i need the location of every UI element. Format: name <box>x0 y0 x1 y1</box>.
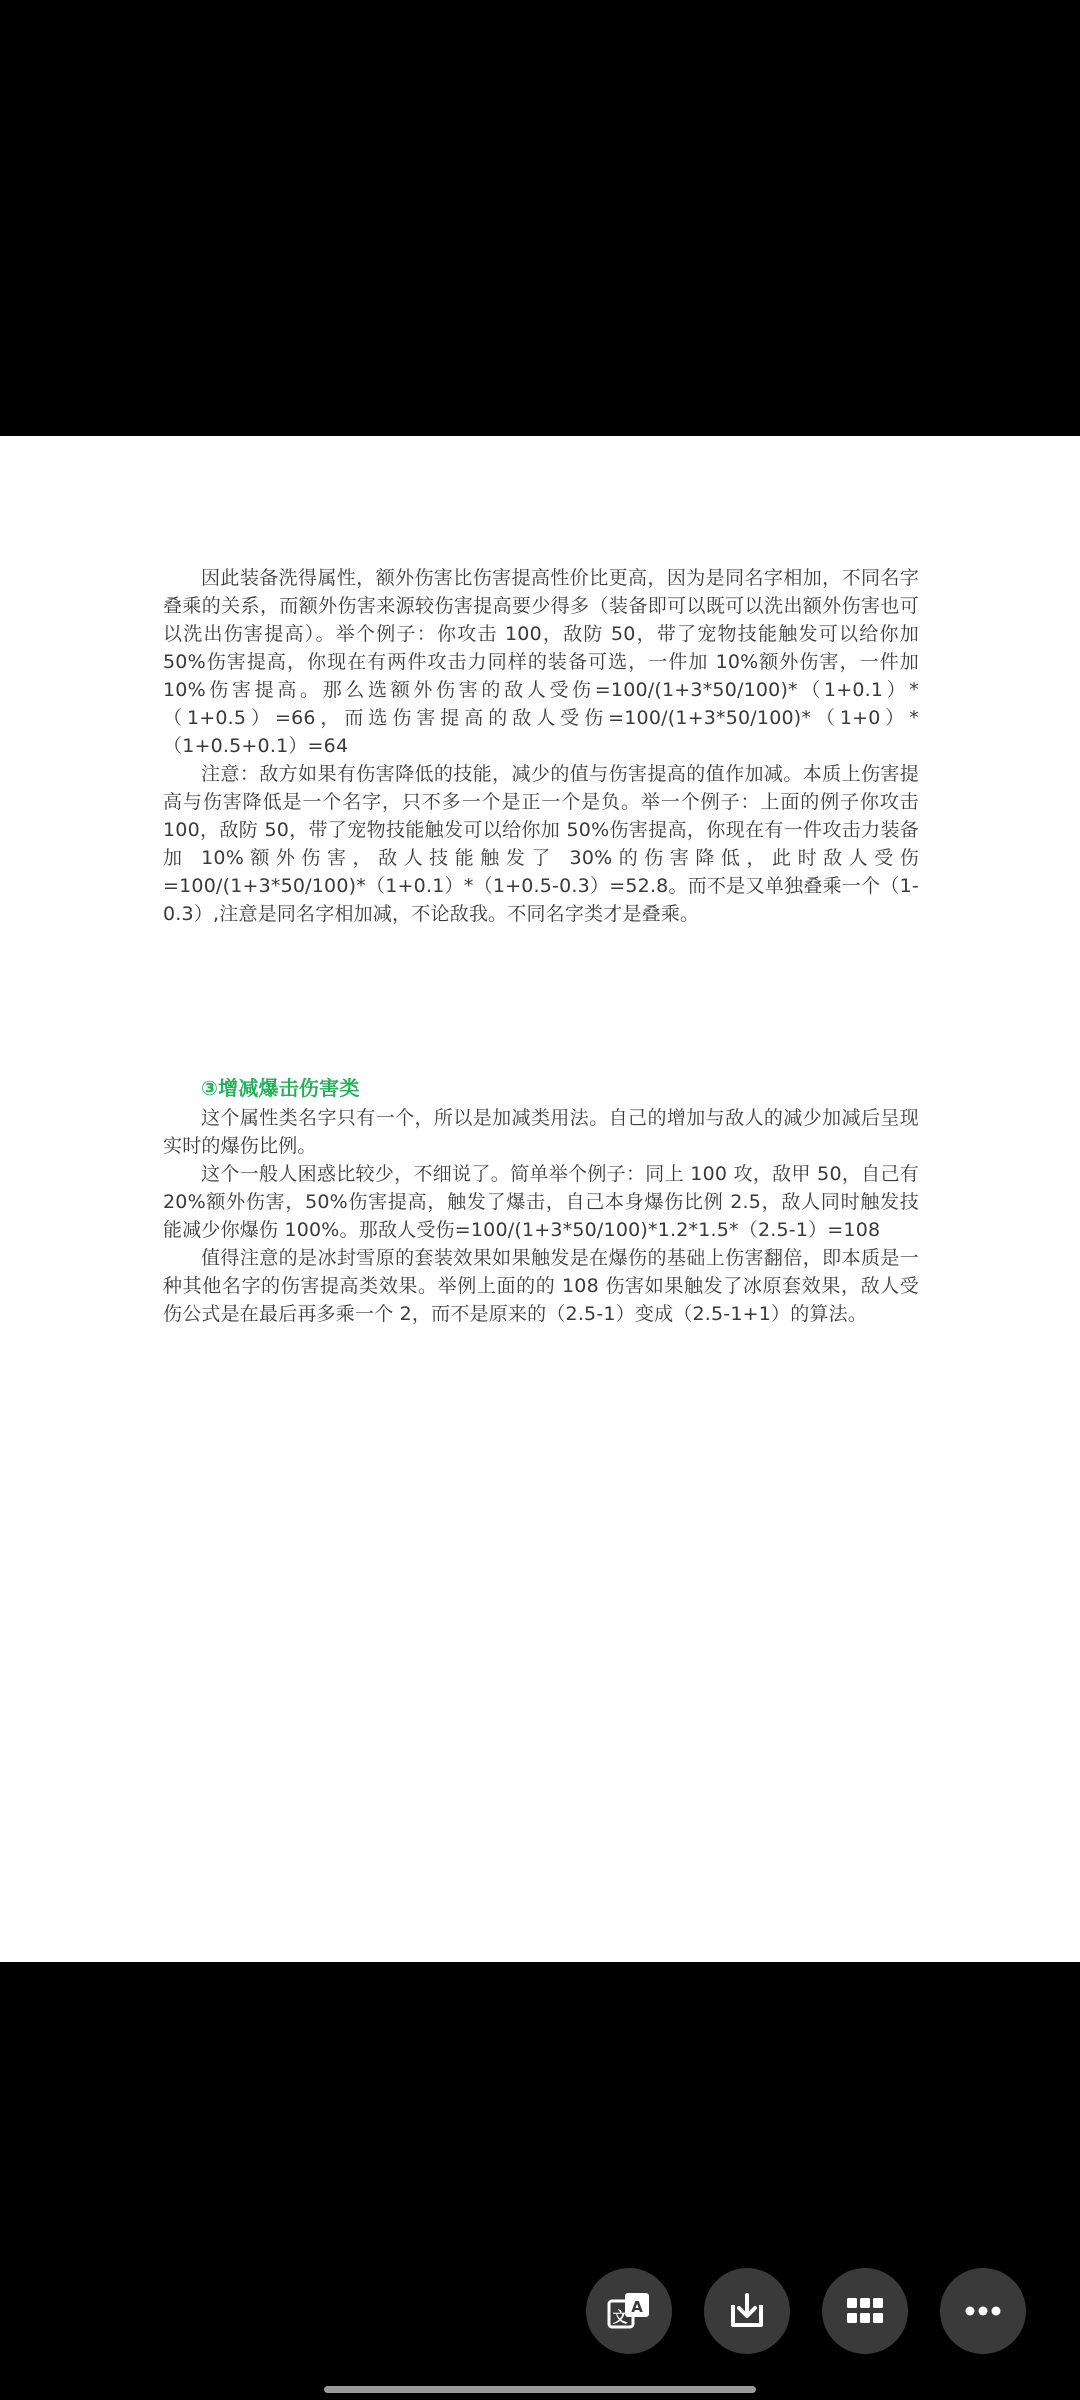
document-section-2 <box>163 1074 919 1328</box>
translate-button[interactable] <box>586 2268 672 2354</box>
more-icon <box>961 2289 1005 2333</box>
document-section-1 <box>163 564 919 928</box>
paragraph: 因此装备洗得属性，额外伤害比伤害提高性价比更高，因为是同名字相加，不同名字叠乘的关系，而额外伤害来源较伤害提高要少得多（装备即可以既可以洗出额外伤害也可以洗出伤害提高）。举个例子：你攻击 100，敌防 50，带了宠物技能触发可以给你加 50%伤害提高，你现在有两件攻击力同样的装备可选，一件加 10%额外伤害，一件加 10%伤害提高。那么选额外伤害的敌人受伤=100/(1+3*50/100)*（1+0.1）*（1+0.5）=66，而选伤害提高的敌人受伤=100/(1+3*50/100)*（1+0）*（1+0.5+0.1）=64 <box>163 567 919 757</box>
download-button[interactable] <box>704 2268 790 2354</box>
paragraph: 这个属性类名字只有一个，所以是加减类用法。自己的增加与敌人的减少加减后呈现实时的爆伤比例。 <box>163 1107 919 1157</box>
document-page <box>0 436 1080 1962</box>
grid-icon <box>843 2289 887 2333</box>
more-button[interactable] <box>940 2268 1026 2354</box>
grid-button[interactable] <box>822 2268 908 2354</box>
paragraph: 注意：敌方如果有伤害降低的技能，减少的值与伤害提高的值作加减。本质上伤害提高与伤害降低是一个名字，只不多一个是正一个是负。举一个例子：上面的例子你攻击 100，敌防 50，带了宠物技能触发可以给你加 50%伤害提高，你现在有一件攻击力装备加 10%额外伤害，敌人技能触发了 30%的伤害降低，此时敌人受伤=100/(1+3*50/100)*（1+0.1）*（1+0.5-0.3）=52.8。而不是又单独叠乘一个（1-0.3）,注意是同名字相加减，不论敌我。不同名字类才是叠乘。 <box>163 763 919 925</box>
paragraph: 值得注意的是冰封雪原的套装效果如果触发是在爆伤的基础上伤害翻倍，即本质是一种其他名字的伤害提高类效果。举例上面的的 108 伤害如果触发了冰原套效果，敌人受伤公式是在最后再多乘一个 2，而不是原来的（2.5-1）变成（2.5-1+1）的算法。 <box>163 1247 919 1325</box>
section-heading: ③增减爆击伤害类 <box>201 1076 360 1100</box>
svg-text:文: 文 <box>612 2308 628 2326</box>
paragraph: 这个一般人困惑比较少，不细说了。简单举个例子：同上 100 攻，敌甲 50，自己有 20%额外伤害，50%伤害提高，触发了爆击，自己本身爆伤比例 2.5，敌人同时触发技能减少你爆伤 100%。那敌人受伤=100/(1+3*50/100)*1.2*1.5*（2.5-1）=108 <box>163 1163 919 1241</box>
home-indicator[interactable] <box>324 2386 756 2393</box>
translate-icon <box>605 2287 653 2335</box>
svg-text:A: A <box>631 2298 643 2316</box>
download-icon <box>725 2289 769 2333</box>
